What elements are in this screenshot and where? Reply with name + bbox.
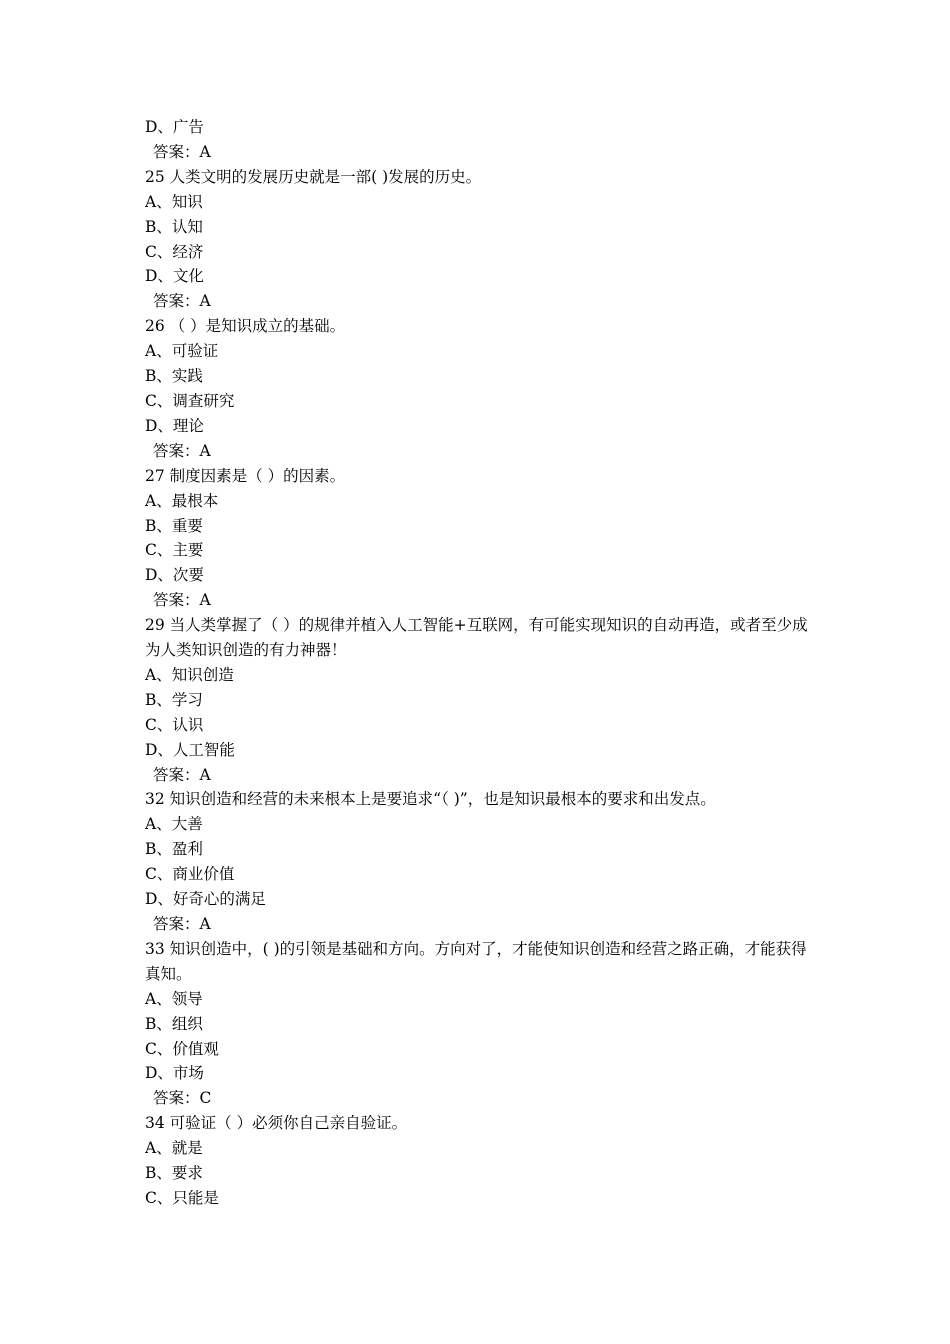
question-block-32 bbox=[145, 787, 813, 936]
option-b: B、重要 bbox=[145, 516, 203, 535]
question-block-34 bbox=[145, 1111, 813, 1211]
option-d: D、文化 bbox=[145, 267, 204, 286]
option-b: B、学习 bbox=[145, 690, 203, 709]
option-d: D、理论 bbox=[145, 416, 204, 435]
option-d: D、次要 bbox=[145, 566, 204, 585]
option-b: B、组织 bbox=[145, 1014, 203, 1033]
option-a: A、领导 bbox=[145, 989, 203, 1008]
option-a: A、大善 bbox=[145, 815, 203, 834]
question-text: 26 （ ）是知识成立的基础。 bbox=[145, 317, 346, 336]
option-d: D、人工智能 bbox=[145, 740, 235, 759]
option-c: C、只能是 bbox=[145, 1188, 219, 1207]
question-block-27 bbox=[145, 464, 813, 613]
answer-line: 答案：A bbox=[153, 142, 211, 161]
option-c: C、调查研究 bbox=[145, 391, 235, 410]
option-b: B、实践 bbox=[145, 367, 203, 386]
option-b: B、盈利 bbox=[145, 840, 203, 859]
question-text: 29 当人类掌握了（ ）的规律并植入人工智能+互联网，有可能实现知识的自动再造，或者至少成为人类知识创造的有力神器！ bbox=[145, 616, 808, 660]
answer-line: 答案：A bbox=[153, 292, 211, 311]
answer-line: 答案：A bbox=[153, 591, 211, 610]
option-c: C、商业价值 bbox=[145, 865, 235, 884]
option-a: A、知识创造 bbox=[145, 665, 234, 684]
option-c: C、经济 bbox=[145, 242, 204, 261]
option-d: D、好奇心的满足 bbox=[145, 890, 266, 909]
question-text: 32 知识创造和经营的未来根本上是要追求“（ )”，也是知识最根本的要求和出发点。 bbox=[145, 790, 716, 809]
answer-line: 答案：C bbox=[153, 1089, 212, 1108]
question-block-26 bbox=[145, 314, 813, 463]
question-text: 25 人类文明的发展历史就是一部( )发展的历史。 bbox=[145, 167, 482, 186]
option-c: C、认识 bbox=[145, 715, 204, 734]
option-d: D、市场 bbox=[145, 1064, 204, 1083]
question-block-25 bbox=[145, 165, 813, 314]
answer-line: 答案：A bbox=[153, 441, 211, 460]
answer-line: 答案：A bbox=[153, 915, 211, 933]
option-b: B、要求 bbox=[145, 1164, 203, 1183]
option-b: B、认知 bbox=[145, 217, 203, 236]
option-a: A、就是 bbox=[145, 1139, 203, 1158]
question-text: 27 制度因素是（ ）的因素。 bbox=[145, 466, 346, 485]
option-c: C、价值观 bbox=[145, 1039, 219, 1058]
option-d: D、广告 bbox=[145, 118, 204, 136]
answer-line: 答案：A bbox=[153, 765, 211, 784]
quiz-content bbox=[145, 115, 813, 1211]
question-text: 33 知识创造中，( )的引领是基础和方向。方向对了，才能使知识创造和经营之路正确，才能获得真知。 bbox=[145, 939, 807, 983]
question-block-29 bbox=[145, 613, 813, 787]
option-a: A、知识 bbox=[145, 192, 203, 211]
option-c: C、主要 bbox=[145, 541, 204, 560]
question-block-33 bbox=[145, 937, 813, 1111]
option-a: A、可验证 bbox=[145, 342, 219, 361]
question-text: 34 可验证（ ）必须你自己亲自验证。 bbox=[145, 1114, 408, 1133]
option-a: A、最根本 bbox=[145, 491, 219, 510]
leading-fragment bbox=[145, 115, 813, 165]
